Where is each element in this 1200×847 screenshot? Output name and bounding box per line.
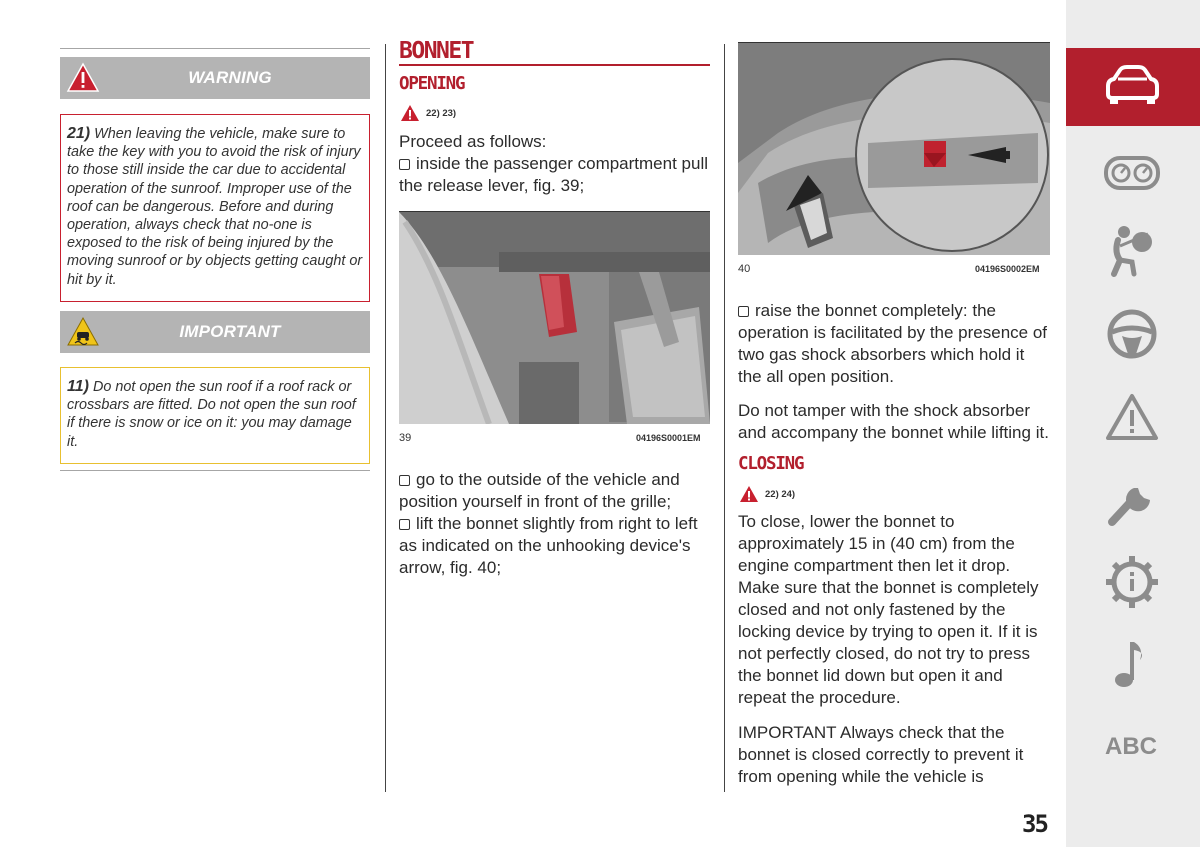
figure-39-code: 04196S0001EM <box>636 433 701 443</box>
unhooking-device-illustration <box>738 43 1050 255</box>
opening-refs <box>400 104 456 122</box>
shock-absorber-note: Do not tamper with the shock absorber and accompany the bonnet while lifting it. <box>738 401 1049 442</box>
sidebar-item-index[interactable]: ABC <box>1105 733 1157 760</box>
column-divider-1 <box>385 44 386 792</box>
figure-40-code: 04196S0002EM <box>975 264 1040 274</box>
checkbox-bullet-icon <box>399 475 410 486</box>
opening-heading: OPENING <box>399 74 465 94</box>
opening-step-1-text: inside the passenger compartment pull the release lever, fig. 39; <box>399 154 708 195</box>
car-icon[interactable] <box>1100 58 1164 114</box>
closing-ref-numbers: 22) 24) <box>765 488 796 500</box>
warning-title: WARNING <box>188 68 272 87</box>
checkbox-bullet-icon <box>399 159 410 170</box>
warning-triangle-icon <box>739 485 759 503</box>
figure-39-release-lever <box>399 211 710 424</box>
warning-triangle-icon[interactable] <box>1100 390 1164 446</box>
airbag-safety-icon[interactable] <box>1100 222 1164 278</box>
closing-text: To close, lower the bonnet to approximately 15 in (40 cm) from the engine compartment then let it drop. Make sure that the bonnet is completely closed and not only fastened by the locking device by trying to open it. If it is not perfectly closed, do not try to press the bonnet lid down but open it and repeat the procedure. <box>738 512 1039 707</box>
opening-step-2 <box>399 469 709 513</box>
release-lever-illustration <box>399 212 710 424</box>
technical-info-gear-icon[interactable] <box>1100 554 1164 610</box>
warning-box <box>60 114 370 302</box>
checkbox-bullet-icon <box>738 306 749 317</box>
opening-step-4 <box>738 300 1050 388</box>
opening-step-3 <box>399 513 709 579</box>
warning-text: When leaving the vehicle, make sure to take the key with you to avoid the risk of injury to those still inside the car due to accidental operation of the sunroof. Improper use of the roof can be dangerous. Before and during operation, always check that no-one is exposed to the risk of being injured by the moving sunroof or by objects getting caught or hit by it. <box>67 126 363 288</box>
warning-ref: 21) <box>67 125 91 142</box>
page-number: 35 <box>1022 810 1047 838</box>
top-rule <box>60 48 370 49</box>
left-bottom-rule <box>60 470 370 471</box>
closing-refs <box>739 485 795 503</box>
checkbox-bullet-icon <box>399 519 410 530</box>
steering-wheel-icon[interactable] <box>1100 306 1164 362</box>
opening-step-3-text: lift the bonnet slightly from right to left as indicated on the unhooking device's arrow, fig. 40; <box>399 514 698 577</box>
music-note-icon[interactable] <box>1100 636 1164 692</box>
opening-ref-numbers: 22) 23) <box>426 107 457 119</box>
important-header <box>60 311 370 353</box>
opening-step-4-text: raise the bonnet completely: the operation is facilitated by the presence of two gas shock absorbers which hold it the all open position. <box>738 301 1048 386</box>
figure-40-number: 40 <box>738 263 751 275</box>
closing-important: IMPORTANT Always check that the bonnet is closed correctly to prevent it from opening while the vehicle is <box>738 723 1024 786</box>
section-title: BONNET <box>399 38 474 64</box>
warning-header <box>60 57 370 99</box>
figure-40-unhooking-device <box>738 42 1050 255</box>
important-ref: 11) <box>67 378 89 395</box>
section-title-rule <box>399 64 710 66</box>
opening-step-2-text: go to the outside of the vehicle and position yourself in front of the grille; <box>399 470 680 511</box>
important-box <box>60 367 370 464</box>
closing-heading: CLOSING <box>738 454 804 474</box>
wrench-icon[interactable] <box>1100 472 1164 528</box>
figure-39-number: 39 <box>399 432 412 444</box>
column-divider-2 <box>724 44 725 792</box>
dashboard-instruments-icon[interactable] <box>1100 146 1164 202</box>
important-title: IMPORTANT <box>179 322 281 341</box>
opening-step-1 <box>399 153 709 197</box>
warning-triangle-icon <box>400 104 420 122</box>
opening-intro: Proceed as follows: <box>399 132 547 151</box>
important-text: Do not open the sun roof if a roof rack or crossbars are fitted. Do not open the sun roof if there is snow or ice on it: you may damage it. <box>67 379 356 450</box>
